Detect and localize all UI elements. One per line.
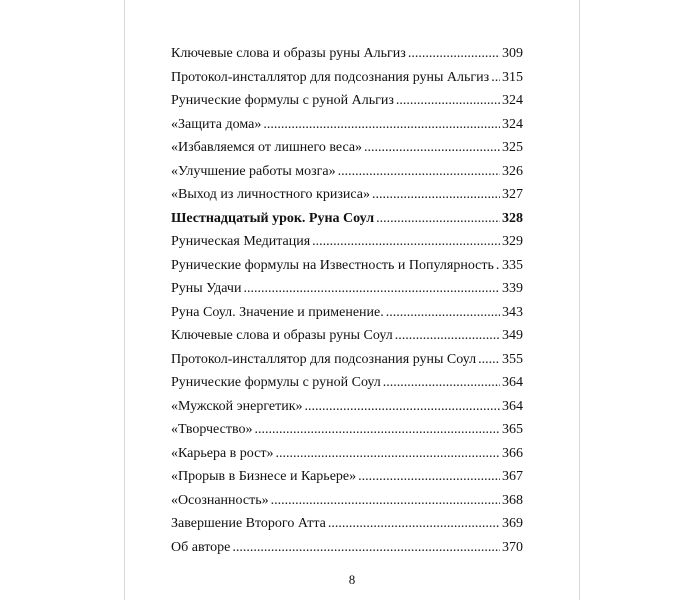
- toc-entry-title: Протокол-инсталлятор для подсознания руны Альгиз: [171, 69, 490, 85]
- toc-entry: [171, 209, 523, 233]
- document-page: [124, 0, 580, 600]
- toc-entry: [171, 91, 523, 115]
- toc-entry-title: Руны Удачи: [171, 281, 242, 296]
- toc-entry-page: 325: [502, 140, 523, 155]
- toc-entry-title: «Выход из личностного кризиса»: [171, 187, 370, 202]
- toc-entry: [171, 138, 523, 162]
- toc-entry-title: Рунические формулы на Известность и Популярность: [171, 257, 494, 273]
- table-of-contents: [171, 44, 523, 561]
- dot-leader: [232, 538, 500, 558]
- toc-entry-title: «Прорыв в Бизнесе и Карьере»: [171, 469, 357, 484]
- toc-entry-title: Рунические формулы с руной Соул: [171, 375, 381, 390]
- toc-entry: [171, 326, 523, 350]
- dot-leader: [358, 467, 500, 487]
- dot-leader: [254, 420, 500, 440]
- toc-entry: [171, 350, 523, 374]
- dot-leader: [305, 397, 500, 417]
- toc-entry: [171, 232, 523, 256]
- toc-entry-title: «Улучшение работы мозга»: [171, 163, 336, 179]
- toc-entry-page: 324: [502, 93, 523, 108]
- dot-leader: [496, 256, 500, 276]
- toc-entry-page: 328: [502, 210, 523, 226]
- toc-entry-page: 367: [502, 469, 523, 484]
- toc-entry-title: «Карьера в рост»: [171, 445, 274, 461]
- toc-entry-page: 364: [502, 375, 523, 390]
- toc-entry-title: «Защита дома»: [171, 116, 262, 132]
- toc-entry: [171, 491, 523, 515]
- dot-leader: [328, 514, 500, 534]
- toc-entry-title: Протокол-инсталлятор для подсознания руны Соул: [171, 351, 477, 367]
- toc-entry-page: 335: [502, 257, 523, 273]
- toc-entry-page: 324: [502, 116, 523, 132]
- dot-leader: [364, 138, 500, 158]
- dot-leader: [386, 303, 500, 323]
- dot-leader: [338, 162, 500, 182]
- dot-leader: [372, 185, 500, 205]
- toc-entry: [171, 115, 523, 139]
- toc-entry-page: 364: [502, 398, 523, 414]
- toc-entry-page: 349: [502, 328, 523, 343]
- toc-entry: [171, 373, 523, 397]
- toc-entry-title: Руническая Медитация: [171, 234, 311, 249]
- toc-entry: [171, 444, 523, 468]
- toc-entry: [171, 68, 523, 92]
- dot-leader: [408, 44, 500, 64]
- toc-entry-page: 369: [502, 516, 523, 531]
- dot-leader: [275, 444, 500, 464]
- page-number: 8: [348, 572, 356, 587]
- toc-entry: [171, 185, 523, 209]
- toc-entry-title: «Избавляемся от лишнего веса»: [171, 140, 363, 155]
- toc-entry-page: 315: [502, 69, 523, 85]
- dot-leader: [478, 350, 500, 370]
- toc-entry: [171, 303, 523, 327]
- toc-entry-page: 339: [502, 281, 523, 296]
- toc-entry-title: Ключевые слова и образы руны Соул: [171, 328, 393, 343]
- toc-entry-page: 368: [502, 492, 523, 508]
- toc-entry-title: «Мужской энергетик»: [171, 398, 303, 414]
- toc-entry-page: 329: [502, 234, 523, 249]
- toc-entry-title: Руна Соул. Значение и применение.: [171, 304, 384, 320]
- toc-entry: [171, 514, 523, 538]
- toc-entry-page: 326: [502, 163, 523, 179]
- toc-entry-page: 343: [502, 304, 523, 320]
- dot-leader: [312, 232, 500, 252]
- toc-entry-title: Шестнадцатый урок. Руна Соул: [171, 210, 375, 226]
- dot-leader: [395, 326, 500, 346]
- dot-leader: [263, 115, 500, 135]
- toc-entry-title: Об авторе: [171, 539, 231, 555]
- toc-entry: [171, 162, 523, 186]
- dot-leader: [271, 491, 500, 511]
- dot-leader: [376, 209, 500, 229]
- toc-entry: [171, 538, 523, 562]
- toc-entry-page: 355: [502, 351, 523, 367]
- toc-entry: [171, 256, 523, 280]
- toc-entry-title: «Творчество»: [171, 422, 253, 437]
- toc-entry-title: Ключевые слова и образы руны Альгиз: [171, 46, 406, 61]
- toc-entry-page: 366: [502, 445, 523, 461]
- dot-leader: [491, 68, 500, 88]
- toc-entry-title: Рунические формулы с руной Альгиз: [171, 93, 394, 108]
- toc-entry: [171, 44, 523, 68]
- toc-entry-page: 309: [502, 46, 523, 61]
- toc-entry: [171, 279, 523, 303]
- toc-entry: [171, 467, 523, 491]
- toc-entry: [171, 397, 523, 421]
- toc-entry-title: Завершение Второго Атта: [171, 516, 326, 531]
- dot-leader: [383, 373, 500, 393]
- toc-entry: [171, 420, 523, 444]
- toc-entry-page: 365: [502, 422, 523, 437]
- toc-entry-page: 327: [502, 187, 523, 202]
- toc-entry-title: «Осознанность»: [171, 492, 269, 508]
- dot-leader: [396, 91, 500, 111]
- dot-leader: [243, 279, 500, 299]
- toc-entry-page: 370: [502, 539, 523, 555]
